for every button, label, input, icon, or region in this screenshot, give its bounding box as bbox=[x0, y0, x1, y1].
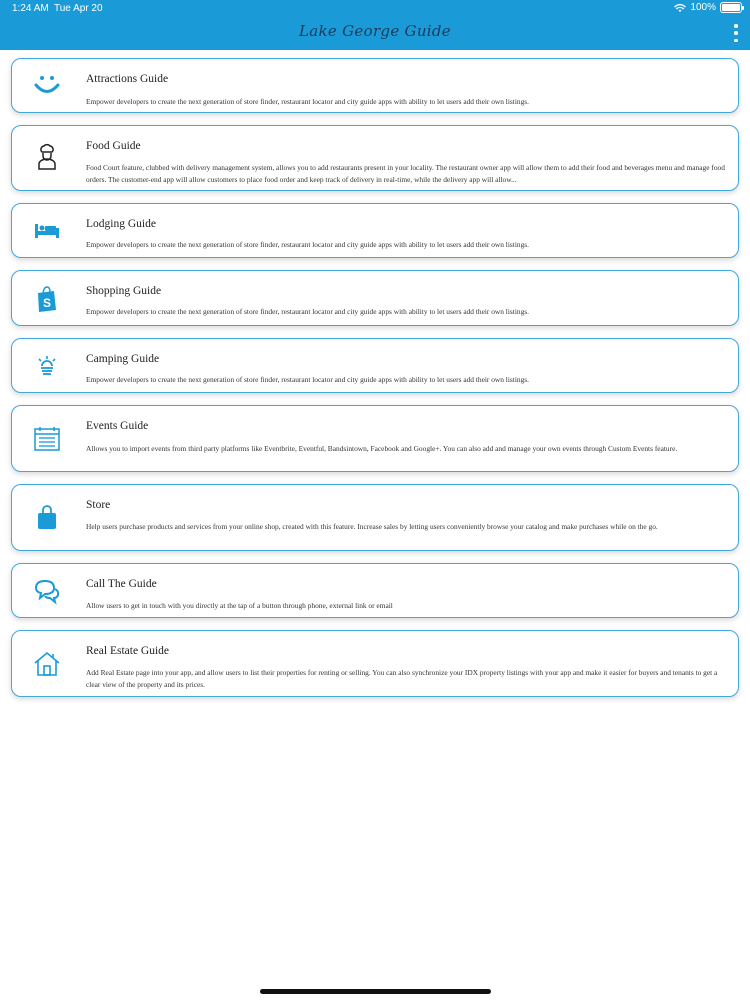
item-description: Empower developers to create the next generation of store finder, restaurant locator and city guide apps with ability to let users add their own listings. bbox=[86, 307, 530, 316]
item-title: Events Guide bbox=[86, 420, 149, 432]
item-title: Attractions Guide bbox=[86, 73, 169, 85]
list-item-food[interactable] bbox=[11, 125, 739, 191]
page-title: Lake George Guide bbox=[299, 22, 451, 40]
list-item-camping[interactable] bbox=[11, 338, 739, 393]
item-title: Camping Guide bbox=[86, 353, 160, 365]
battery-icon bbox=[720, 2, 742, 13]
battery-percent: 100% bbox=[690, 2, 716, 13]
bed-icon bbox=[32, 215, 62, 245]
chef-icon bbox=[32, 142, 62, 172]
list-item-attractions[interactable] bbox=[11, 58, 739, 113]
item-description: Add Real Estate page into your app, and allow users to list their properties for renting or selling. You can also synchronize your IDX property listings with your app and make it easier for buyers and tenants to get a clear view of the property and its prices. bbox=[86, 668, 718, 689]
status-time: 1:24 AM bbox=[12, 3, 49, 14]
chat-icon bbox=[32, 576, 62, 606]
home-indicator[interactable] bbox=[260, 989, 491, 994]
item-title: Call The Guide bbox=[86, 578, 157, 590]
shopping-bag-icon bbox=[32, 284, 62, 314]
app-header bbox=[0, 0, 750, 50]
svg-text:S: S bbox=[42, 296, 52, 310]
house-icon bbox=[32, 649, 62, 679]
item-description: Help users purchase products and services from your online shop, created with this feature. Increase sales by letting users conveniently browse your catalog and make purchases while on the go. bbox=[86, 522, 658, 531]
item-description: Empower developers to create the next generation of store finder, restaurant locator and city guide apps with ability to let users add their own listings. bbox=[86, 97, 530, 106]
status-date: Tue Apr 20 bbox=[54, 3, 103, 14]
list-item-call-the-guide[interactable] bbox=[11, 563, 739, 618]
list-item-store[interactable] bbox=[11, 484, 739, 551]
guide-list bbox=[11, 58, 739, 709]
item-title: Store bbox=[86, 499, 111, 511]
item-title: Shopping Guide bbox=[86, 285, 162, 297]
item-description: Empower developers to create the next generation of store finder, restaurant locator and city guide apps with ability to let users add their own listings. bbox=[86, 240, 530, 249]
camping-light-icon bbox=[32, 352, 62, 382]
item-title: Lodging Guide bbox=[86, 218, 156, 230]
wifi-icon bbox=[674, 3, 686, 13]
calendar-icon bbox=[32, 424, 62, 454]
item-description: Food Court feature, clubbed with delivery management system, allows you to add restaurants present in your locality. The restaurant owner app will allow them to add their food and beverages menu and manage food orders. The customer-end app will allow customers to place food order and keep track of delivery in real-time, while the delivery app will allow... bbox=[86, 163, 725, 184]
list-item-events[interactable] bbox=[11, 405, 739, 472]
bag-icon bbox=[32, 503, 62, 533]
smiley-icon bbox=[32, 70, 62, 100]
list-item-real-estate[interactable] bbox=[11, 630, 739, 697]
item-description: Allow users to get in touch with you directly at the tap of a button through phone, external link or email bbox=[86, 601, 393, 610]
item-description: Empower developers to create the next generation of store finder, restaurant locator and city guide apps with ability to let users add their own listings. bbox=[86, 375, 530, 384]
more-menu-icon[interactable] bbox=[732, 24, 740, 42]
status-indicators bbox=[674, 2, 742, 13]
item-description: Allows you to import events from third party platforms like Eventbrite, Eventful, Bandsintown, Facebook and Google+. You can also add and manage your own events through Custom Events feature. bbox=[86, 444, 678, 453]
item-title: Real Estate Guide bbox=[86, 645, 170, 657]
list-item-shopping[interactable] bbox=[11, 270, 739, 326]
list-item-lodging[interactable] bbox=[11, 203, 739, 258]
item-title: Food Guide bbox=[86, 140, 141, 152]
